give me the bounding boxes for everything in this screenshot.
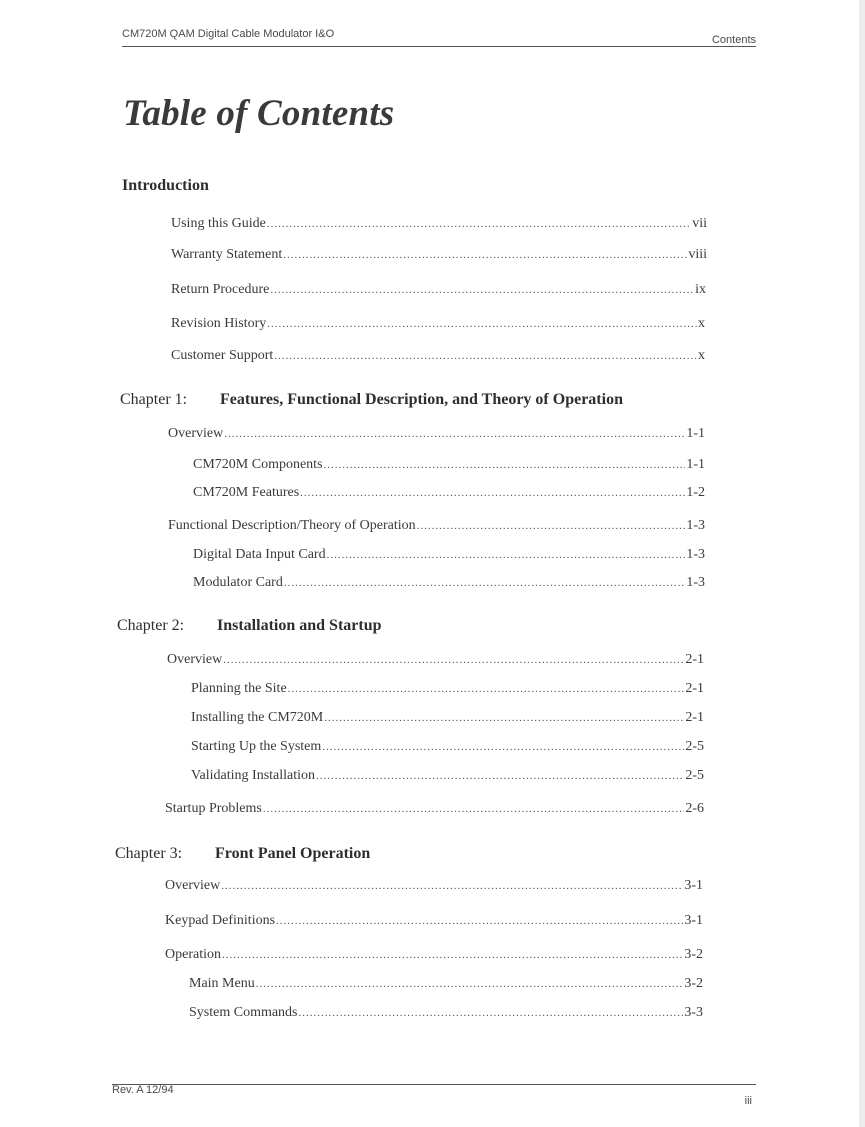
dot-leader: [324, 459, 686, 471]
dot-leader: [322, 741, 684, 753]
toc-entry-digital-data-input-card[interactable]: [193, 547, 705, 563]
chapter-heading-1: [120, 391, 623, 409]
toc-entry-page: 2-1: [685, 710, 704, 725]
running-header: [122, 28, 756, 47]
toc-entry-page: 3-1: [684, 878, 703, 893]
toc-entry-label: Overview: [165, 878, 221, 893]
toc-entry-keypad-definitions[interactable]: [165, 913, 703, 929]
chapter-title: Installation and Startup: [217, 617, 382, 634]
header-document-title: CM720M QAM Digital Cable Modulator I&O: [122, 28, 335, 40]
toc-entry-page: 1-1: [686, 426, 705, 441]
footer-revision: Rev. A 12/94: [112, 1084, 174, 1096]
toc-entry-page: 1-1: [686, 457, 705, 472]
toc-entry-label: Functional Description/Theory of Operation: [168, 518, 416, 533]
chapter-number: Chapter 2:: [117, 617, 185, 634]
toc-entry-page: 2-5: [685, 739, 704, 754]
dot-leader: [256, 978, 684, 990]
toc-entry-label: Installing the CM720M: [191, 710, 324, 725]
toc-entry-starting-up-the-system[interactable]: [191, 739, 704, 755]
chapter-title: Front Panel Operation: [215, 845, 371, 862]
dot-leader: [316, 770, 684, 782]
running-footer: [112, 1084, 756, 1107]
toc-entry-functional-description[interactable]: [168, 518, 705, 534]
page-number: iii: [744, 1095, 752, 1107]
dot-leader: [417, 520, 686, 532]
toc-entry-main-menu[interactable]: [189, 976, 703, 992]
dot-leader: [300, 487, 685, 499]
toc-entry-label: CM720M Features: [193, 485, 300, 500]
chapter-heading-3: [115, 845, 370, 863]
toc-entry-page: 3-1: [684, 913, 703, 928]
dot-leader: [224, 428, 685, 440]
toc-entry-label: Revision History: [171, 316, 267, 331]
toc-entry-page: 2-5: [685, 768, 704, 783]
toc-entry-system-commands[interactable]: [189, 1005, 703, 1021]
toc-entry-page: x: [698, 316, 705, 331]
chapter-number: Chapter 3:: [115, 845, 183, 862]
toc-entry-validating-installation[interactable]: [191, 768, 704, 784]
toc-entry-page: 2-1: [685, 681, 704, 696]
toc-entry-startup-problems[interactable]: [165, 801, 704, 817]
toc-entry-page: 3-2: [684, 947, 703, 962]
toc-entry-page: 3-3: [684, 1005, 703, 1020]
dot-leader: [221, 880, 683, 892]
toc-entry-label: Overview: [167, 652, 223, 667]
toc-entry-page: 1-3: [686, 518, 705, 533]
dot-leader: [327, 549, 686, 561]
toc-entry-installing-the-cm720m[interactable]: [191, 710, 704, 726]
toc-entry-overview[interactable]: [168, 426, 705, 442]
toc-entry-return-procedure[interactable]: [171, 282, 706, 298]
toc-entry-warranty-statement[interactable]: [171, 247, 707, 263]
toc-entry-label: System Commands: [189, 1005, 298, 1020]
toc-entry-modulator-card[interactable]: [193, 575, 705, 591]
dot-leader: [222, 949, 683, 961]
toc-entry-overview[interactable]: [167, 652, 704, 668]
dot-leader: [267, 318, 697, 330]
toc-entry-label: Starting Up the System: [191, 739, 322, 754]
toc-entry-page: viii: [688, 247, 707, 262]
dot-leader: [324, 712, 684, 724]
dot-leader: [288, 683, 685, 695]
toc-entry-using-this-guide[interactable]: [171, 216, 707, 232]
toc-entry-page: 2-1: [685, 652, 704, 667]
toc-entry-label: Return Procedure: [171, 282, 270, 297]
toc-entry-page: 1-2: [686, 485, 705, 500]
toc-entry-page: 1-3: [686, 547, 705, 562]
chapter-number: Chapter 1:: [120, 391, 188, 408]
toc-entry-label: Main Menu: [189, 976, 255, 991]
toc-entry-operation[interactable]: [165, 947, 703, 963]
toc-entry-label: Overview: [168, 426, 224, 441]
toc-entry-label: Keypad Definitions: [165, 913, 276, 928]
toc-entry-label: CM720M Components: [193, 457, 323, 472]
toc-entry-page: 3-2: [684, 976, 703, 991]
header-section-name: Contents: [711, 34, 756, 46]
toc-entry-planning-the-site[interactable]: [191, 681, 704, 697]
toc-entry-customer-support[interactable]: [171, 348, 705, 364]
section-heading-introduction: [122, 177, 209, 195]
dot-leader: [274, 350, 697, 362]
dot-leader: [283, 249, 687, 261]
dot-leader: [223, 654, 684, 666]
toc-entry-label: Warranty Statement: [171, 247, 283, 262]
toc-entry-page: 1-3: [686, 575, 705, 590]
toc-entry-overview[interactable]: [165, 878, 703, 894]
dot-leader: [299, 1007, 684, 1019]
page-title: Table of Contents: [123, 93, 395, 134]
toc-entry-label: Planning the Site: [191, 681, 287, 696]
toc-entry-page: ix: [695, 282, 706, 297]
chapter-title: Features, Functional Description, and Theory of Operation: [220, 391, 623, 408]
toc-entry-cm720m-features[interactable]: [193, 485, 705, 501]
dot-leader: [263, 803, 684, 815]
toc-entry-page: vii: [692, 216, 707, 231]
toc-entry-label: Startup Problems: [165, 801, 262, 816]
dot-leader: [284, 577, 686, 589]
toc-entry-label: Modulator Card: [193, 575, 283, 590]
toc-entry-label: Digital Data Input Card: [193, 547, 326, 562]
chapter-heading-2: [117, 617, 382, 635]
toc-entry-label: Operation: [165, 947, 221, 962]
toc-entry-page: x: [698, 348, 705, 363]
dot-leader: [267, 218, 691, 230]
toc-entry-label: Using this Guide: [171, 216, 266, 231]
toc-entry-label: Validating Installation: [191, 768, 316, 783]
section-title: Introduction: [122, 177, 209, 194]
dot-leader: [276, 915, 683, 927]
toc-entry-page: 2-6: [685, 801, 704, 816]
toc-entry-label: Customer Support: [171, 348, 274, 363]
toc-entry-cm720m-components[interactable]: [193, 457, 705, 473]
toc-entry-revision-history[interactable]: [171, 316, 705, 332]
scan-edge: [859, 0, 865, 1127]
dot-leader: [270, 284, 694, 296]
